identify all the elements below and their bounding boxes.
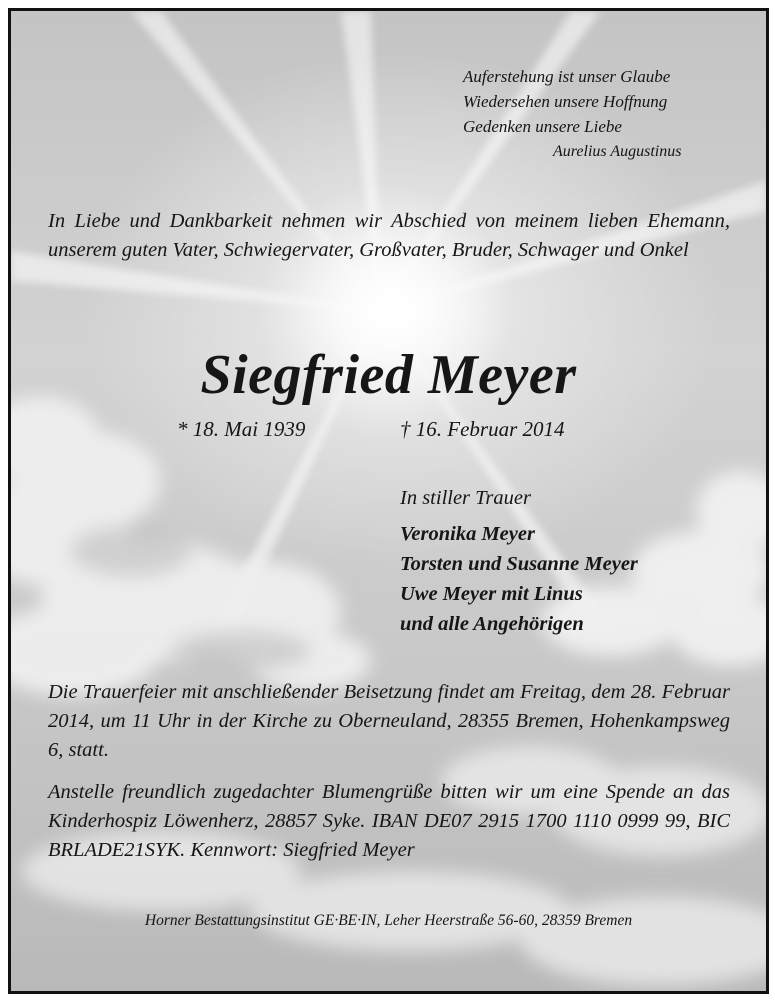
motto-line: Wiedersehen unsere Hoffnung (463, 92, 668, 111)
motto-author: Aurelius Augustinus (553, 143, 682, 160)
funeral-home-footer: Horner Bestattungsinstitut GE·BE·IN, Leher Heerstraße 56-60, 28359 Bremen (144, 912, 633, 929)
mourner-name: Veronika Meyer (400, 523, 535, 545)
motto-line: Gedenken unsere Liebe (463, 117, 622, 136)
death-date: † 16. Februar 2014 (400, 417, 565, 441)
service-announcement: Die Trauerfeier mit anschließender Beisetzung findet am Freitag, dem 28. Februar 2014, um 11 Uhr in der Kirche zu Oberneuland, 28355 Bremen, Hohenkampsweg 6, statt. (48, 681, 730, 761)
motto-quote (463, 64, 681, 164)
intro-text: In Liebe und Dankbarkeit nehmen wir Abschied von meinem lieben Ehemann, unserem guten Vater, Schwiegervater, Großvater, Bruder, Schwager und Onkel (48, 210, 730, 261)
obituary-notice (8, 8, 769, 994)
mourner-name: und alle Angehörigen (400, 613, 584, 635)
birth-date: * 18. Mai 1939 (177, 417, 306, 441)
mourner-name: Torsten und Susanne Meyer (400, 553, 638, 575)
mourners-heading: In stiller Trauer (400, 487, 531, 509)
motto-line: Auferstehung ist unser Glaube (463, 67, 671, 86)
deceased-name: Siegfried Meyer (200, 344, 577, 406)
donation-request: Anstelle freundlich zugedachter Blumengrüße bitten wir um eine Spende an das Kinderhospiz Löwenherz, 28857 Syke. IBAN DE07 2915 1700 1110 0999 99, BIC BRLADE21SYK. Kennwort: Siegfried Meyer (48, 781, 730, 861)
mourner-name: Uwe Meyer mit Linus (400, 583, 583, 605)
mourners-block (400, 483, 638, 639)
